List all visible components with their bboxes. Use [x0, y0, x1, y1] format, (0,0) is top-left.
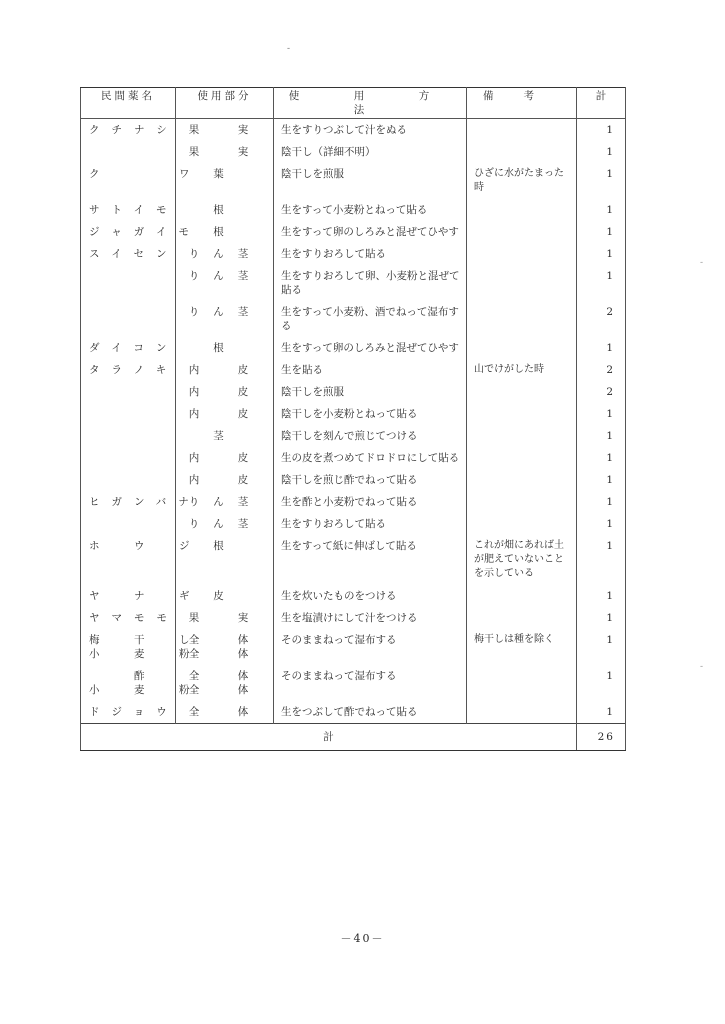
table-row — [81, 265, 626, 301]
cell-note — [467, 141, 577, 163]
table-row — [81, 359, 626, 381]
cell-method: 生をすりおろして卵、小麦粉と混ぜて貼る — [274, 265, 467, 301]
table-row — [81, 163, 626, 199]
cell-note — [467, 425, 577, 447]
header-note: 備 考 — [467, 88, 577, 119]
cell-name: 酢 小 麦 粉 — [81, 665, 176, 701]
total-row — [81, 724, 626, 751]
cell-part: 内 皮 — [176, 403, 274, 425]
cell-method: 生をすって小麦粉、酒でねって湿布する — [274, 301, 467, 337]
cell-note — [467, 607, 577, 629]
header-count: 計 — [577, 88, 626, 119]
cell-method: 陰干しを煎服 — [274, 381, 467, 403]
cell-name — [81, 469, 176, 491]
cell-note — [467, 381, 577, 403]
cell-part: 皮 — [176, 585, 274, 607]
table-row — [81, 221, 626, 243]
cell-count: 1 — [577, 629, 626, 665]
cell-note — [467, 119, 577, 142]
cell-part: 内 皮 — [176, 381, 274, 403]
cell-count: 1 — [577, 701, 626, 724]
cell-method: 生を酢と小麦粉でねって貼る — [274, 491, 467, 513]
cell-method: 生をすって卵のしろみと混ぜてひやす — [274, 221, 467, 243]
cell-note: 山でけがした時 — [467, 359, 577, 381]
table-row — [81, 301, 626, 337]
cell-part: 根 — [176, 199, 274, 221]
cell-count: 2 — [577, 359, 626, 381]
cell-part: 内 皮 — [176, 447, 274, 469]
cell-count: 1 — [577, 607, 626, 629]
scan-mark: - — [287, 44, 291, 54]
cell-name: ホ ウ ジ — [81, 535, 176, 585]
cell-count: 1 — [577, 425, 626, 447]
scan-mark: - — [699, 662, 703, 672]
cell-method: 生をすりつぶして汁をぬる — [274, 119, 467, 142]
cell-part: 全 体 — [176, 701, 274, 724]
cell-count: 1 — [577, 265, 626, 301]
table-header-row — [81, 88, 626, 119]
cell-method: 生を塩漬けにして汁をつける — [274, 607, 467, 629]
table-row — [81, 513, 626, 535]
cell-method: 生の皮を煮つめてドロドロにして貼る — [274, 447, 467, 469]
cell-part: 内 皮 — [176, 359, 274, 381]
cell-name: クチナシ — [81, 119, 176, 142]
cell-note — [467, 701, 577, 724]
cell-part: 根 — [176, 337, 274, 359]
cell-count: 1 — [577, 337, 626, 359]
cell-name: タラノキ — [81, 359, 176, 381]
cell-method: 生を貼る — [274, 359, 467, 381]
table-row — [81, 701, 626, 724]
cell-note — [467, 447, 577, 469]
cell-count: 1 — [577, 491, 626, 513]
cell-name — [81, 513, 176, 535]
cell-name: サトイモ — [81, 199, 176, 221]
table-row — [81, 665, 626, 701]
table-row — [81, 403, 626, 425]
cell-method: 陰干しを煎服 — [274, 163, 467, 199]
cell-name — [81, 301, 176, 337]
cell-note — [467, 221, 577, 243]
cell-name: ヤマモモ — [81, 607, 176, 629]
cell-part: りん茎 — [176, 513, 274, 535]
cell-note: これが畑にあれば土が肥えていないことを示している — [467, 535, 577, 585]
cell-method: 生をつぶして酢でねって貼る — [274, 701, 467, 724]
cell-count: 1 — [577, 119, 626, 142]
table-row — [81, 629, 626, 665]
cell-method: 生を炊いたものをつける — [274, 585, 467, 607]
cell-part: 葉 — [176, 163, 274, 199]
cell-part: 根 — [176, 535, 274, 585]
cell-count: 1 — [577, 163, 626, 199]
cell-count: 1 — [577, 469, 626, 491]
cell-part: 全 体 全 体 — [176, 665, 274, 701]
cell-method: そのままねって湿布する — [274, 665, 467, 701]
cell-name — [81, 447, 176, 469]
cell-method: 生をすって小麦粉とねって貼る — [274, 199, 467, 221]
cell-part: 全 体 全 体 — [176, 629, 274, 665]
table-row — [81, 243, 626, 265]
cell-part: 果 実 — [176, 119, 274, 142]
table-row — [81, 491, 626, 513]
folk-medicine-table — [80, 87, 626, 751]
cell-name — [81, 403, 176, 425]
table-row — [81, 607, 626, 629]
cell-note — [467, 513, 577, 535]
cell-count: 1 — [577, 665, 626, 701]
cell-method: 陰干しを小麦粉とねって貼る — [274, 403, 467, 425]
cell-note: 梅干しは種を除く — [467, 629, 577, 665]
cell-note — [467, 665, 577, 701]
cell-note — [467, 265, 577, 301]
scan-mark: - — [699, 258, 703, 268]
cell-method: 生をすりおろして貼る — [274, 243, 467, 265]
table-row — [81, 141, 626, 163]
cell-name — [81, 381, 176, 403]
table-row — [81, 337, 626, 359]
table-row — [81, 585, 626, 607]
cell-name — [81, 425, 176, 447]
cell-part: りん茎 — [176, 265, 274, 301]
cell-note — [467, 403, 577, 425]
cell-count: 2 — [577, 381, 626, 403]
page-number: －40－ — [340, 932, 385, 945]
cell-part: りん茎 — [176, 243, 274, 265]
cell-method: 陰干しを煎じ酢でねって貼る — [274, 469, 467, 491]
total-value: 26 — [577, 724, 626, 751]
cell-part: 茎 — [176, 425, 274, 447]
table-row — [81, 381, 626, 403]
cell-note — [467, 199, 577, 221]
cell-name: ヒガンバナ — [81, 491, 176, 513]
cell-note — [467, 243, 577, 265]
cell-method: 陰干し（詳細不明） — [274, 141, 467, 163]
cell-method: 生をすって紙に伸ばして貼る — [274, 535, 467, 585]
cell-method: 生をすって卵のしろみと混ぜてひやす — [274, 337, 467, 359]
cell-part: りん茎 — [176, 301, 274, 337]
cell-part: 果 実 — [176, 141, 274, 163]
cell-note — [467, 585, 577, 607]
header-part: 使用部分 — [176, 88, 274, 119]
cell-name: 梅 干 し 小 麦 粉 — [81, 629, 176, 665]
cell-name: ヤ ナ ギ — [81, 585, 176, 607]
header-name: 民間薬名 — [81, 88, 176, 119]
cell-count: 1 — [577, 585, 626, 607]
cell-name — [81, 265, 176, 301]
cell-count: 2 — [577, 301, 626, 337]
cell-name: ダイコン — [81, 337, 176, 359]
cell-note — [467, 469, 577, 491]
cell-name — [81, 141, 176, 163]
cell-note — [467, 337, 577, 359]
cell-count: 1 — [577, 221, 626, 243]
cell-count: 1 — [577, 535, 626, 585]
table-row — [81, 535, 626, 585]
cell-count: 1 — [577, 243, 626, 265]
table-row — [81, 199, 626, 221]
cell-method: そのままねって湿布する — [274, 629, 467, 665]
cell-part: 根 — [176, 221, 274, 243]
cell-count: 1 — [577, 141, 626, 163]
table-row — [81, 119, 626, 142]
cell-name: スイセン — [81, 243, 176, 265]
cell-part: 内 皮 — [176, 469, 274, 491]
table-row — [81, 425, 626, 447]
cell-note — [467, 491, 577, 513]
cell-method: 陰干しを刻んで煎じてつける — [274, 425, 467, 447]
cell-method: 生をすりおろして貼る — [274, 513, 467, 535]
cell-part: 果 実 — [176, 607, 274, 629]
table-row — [81, 447, 626, 469]
cell-name: ドジョウ — [81, 701, 176, 724]
table-row — [81, 469, 626, 491]
cell-count: 1 — [577, 403, 626, 425]
cell-part: りん茎 — [176, 491, 274, 513]
total-label: 計 — [81, 724, 577, 751]
cell-count: 1 — [577, 513, 626, 535]
cell-note: ひざに水がたまった時 — [467, 163, 577, 199]
cell-count: 1 — [577, 199, 626, 221]
cell-name: ク ワ — [81, 163, 176, 199]
header-method: 使 用 方 法 — [274, 88, 467, 119]
cell-count: 1 — [577, 447, 626, 469]
cell-note — [467, 301, 577, 337]
cell-name: ジャガイモ — [81, 221, 176, 243]
